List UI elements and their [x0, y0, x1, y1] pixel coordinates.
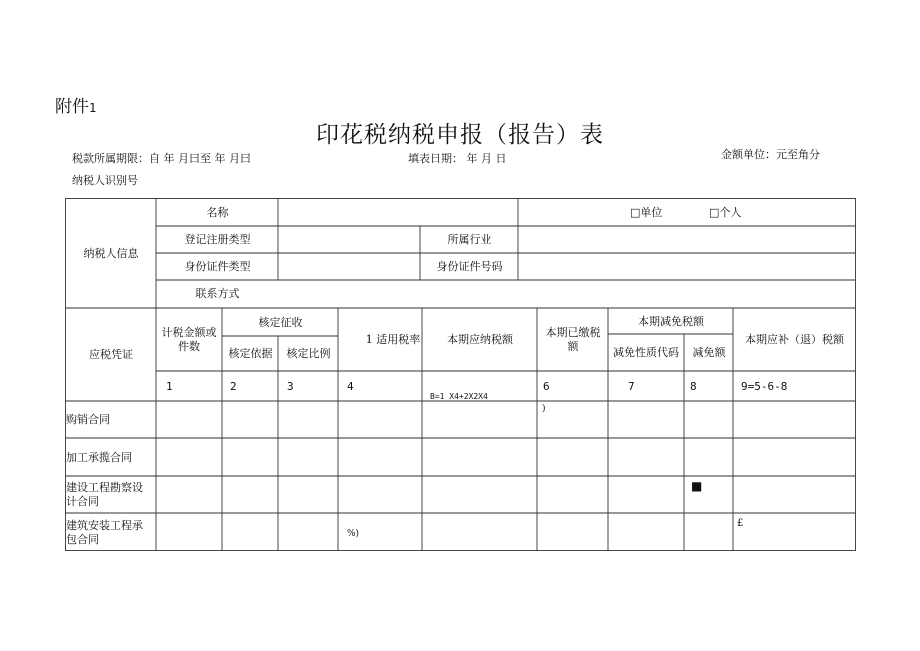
col-paid-tax: 本期已缴税额 [545, 326, 601, 353]
contact-label: 联系方式 [195, 287, 240, 300]
col-reduction-code: 减免性质代码 [613, 346, 679, 359]
filled-square-mark: ■ [691, 479, 703, 493]
industry-input[interactable] [519, 226, 855, 253]
name-input[interactable] [279, 199, 518, 226]
individual-checkbox[interactable]: □个人 [709, 205, 742, 219]
contact-input[interactable] [279, 280, 855, 308]
col-payable-tax: 本期应纳税额 [447, 333, 513, 346]
taxpayer-id-label: 纳税人识别号 [72, 174, 138, 187]
due-mark: £ [737, 518, 744, 529]
col-verified-basis: 核定依据 [228, 347, 273, 360]
col-reduction-amount: 减免额 [692, 346, 726, 359]
index-4: 4 [347, 380, 354, 393]
col-due-refund: 本期应补（退）税额 [745, 333, 844, 346]
index-7: 7 [628, 380, 635, 393]
row-label-processing-contract: 加工承揽合同 [66, 450, 132, 464]
index-8: 8 [690, 380, 697, 393]
id-type-label: 身份证件类型 [184, 259, 251, 273]
row-mark: ) [542, 404, 546, 414]
id-number-input[interactable] [519, 253, 855, 280]
amount-unit: 金额单位：元至角分 [721, 148, 820, 161]
index-5: B=1 X4+2X2X4 [430, 392, 488, 401]
id-type-input[interactable] [279, 253, 420, 280]
col-verified-levy: 核定征收 [258, 315, 303, 329]
registration-type-input[interactable] [279, 226, 420, 253]
row-label-survey-design-contract: 建设工程勘察设计合同 [66, 481, 143, 508]
registration-type-label: 登记注册类型 [184, 232, 251, 246]
attachment-number: 1 [89, 101, 97, 115]
form-title: 印花税纳税申报（报告）表 [316, 122, 604, 148]
unit-checkbox[interactable]: □单位 [630, 205, 663, 219]
col-verified-ratio: 核定比例 [286, 347, 331, 360]
index-3: 3 [287, 380, 294, 393]
rate-mark: %) [347, 529, 360, 539]
col-reduction: 本期减免税额 [638, 314, 704, 328]
taxpayer-info-section: 纳税人信息 [83, 246, 139, 260]
index-1: 1 [166, 380, 173, 393]
row-label-sales-contract: 购销合同 [66, 413, 110, 426]
index-2: 2 [230, 380, 237, 393]
fill-date: 填表日期： 年 月 日 [408, 152, 507, 165]
col-applicable-rate: 1 适用税率 [365, 333, 421, 346]
id-number-label: 身份证件号码 [436, 259, 503, 273]
taxable-voucher-section: 应税凭证 [89, 348, 133, 361]
col-tax-amount: 计税金额或件数 [161, 326, 217, 353]
name-label: 名称 [206, 205, 229, 219]
index-6: 6 [543, 380, 550, 393]
index-9: 9=5-6-8 [741, 380, 788, 393]
industry-label: 所属行业 [447, 232, 492, 246]
attachment-label: 附件1 [55, 97, 97, 117]
row-label-construction-contract: 建筑安装工程承包合同 [66, 518, 143, 546]
tax-period: 税款所属期限：自 年 月曰至 年 月曰 [72, 152, 251, 165]
